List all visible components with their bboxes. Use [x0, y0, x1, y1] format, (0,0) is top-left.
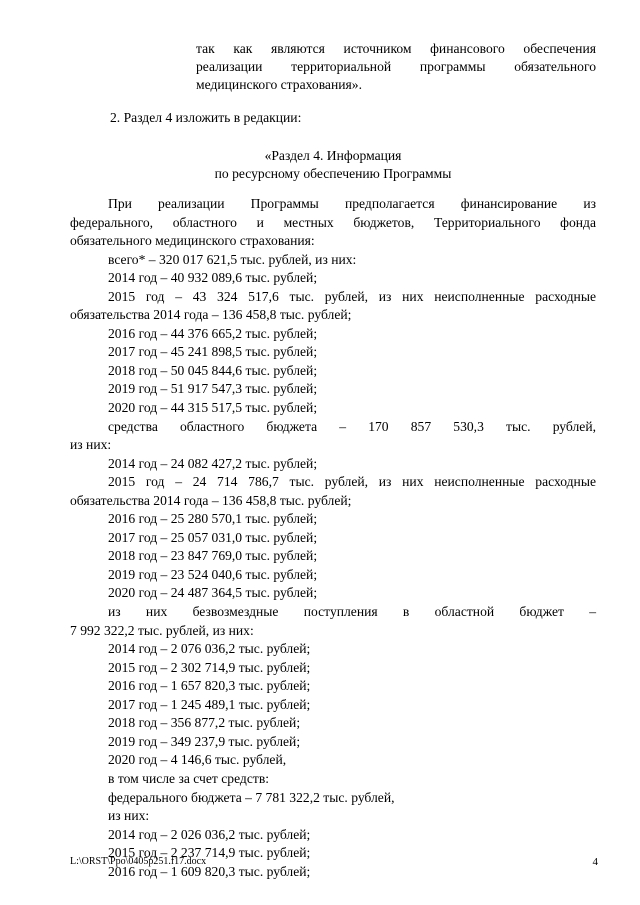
body-line: 2015 год – 43 324 517,6 тыс. рублей, из них неисполненные расходные: [108, 288, 596, 304]
body-line: из них безвозмездные поступления в областной бюджет –: [108, 604, 596, 620]
body-line: 7 992 322,2 тыс. рублей, из них:: [70, 622, 254, 638]
body-line: 2016 год – 1 609 820,3 тыс. рублей;: [108, 863, 311, 879]
footer-page-number: 4: [592, 856, 598, 868]
body-line: 2014 год – 2 076 036,2 тыс. рублей;: [108, 641, 311, 657]
body-line: обязательного медицинского страхования:: [70, 233, 315, 249]
quote-line-1: так как являются источником финансового обеспечения: [196, 41, 596, 56]
body-line: При реализации Программы предполагается финансирование из: [108, 196, 596, 211]
body-line: федерального, областного и местных бюджетов, Территориального фонда: [70, 214, 596, 230]
body-line: 2016 год – 1 657 820,3 тыс. рублей;: [108, 678, 311, 694]
body-line: из них:: [108, 808, 150, 824]
body-line: обязательства 2014 года – 136 458,8 тыс. рублей;: [70, 307, 352, 323]
body-line: 2014 год – 24 082 427,2 тыс. рублей;: [108, 455, 318, 471]
body-line: 2015 год – 2 302 714,9 тыс. рублей;: [108, 659, 311, 675]
body-line: 2019 год – 349 237,9 тыс. рублей;: [108, 733, 301, 749]
body-line: обязательства 2014 года – 136 458,8 тыс. рублей;: [70, 492, 352, 508]
section-heading: [70, 147, 596, 183]
quote-line-2: реализации территориальной программы обязательного: [196, 59, 596, 75]
body-line: 2017 год – 1 245 489,1 тыс. рублей;: [108, 696, 311, 712]
body-line: 2019 год – 51 917 547,3 тыс. рублей;: [108, 381, 318, 397]
body-line: 2019 год – 23 524 040,6 тыс. рублей;: [108, 566, 318, 582]
section-heading-line-2: по ресурсному обеспечению Программы: [214, 166, 452, 181]
quote-paragraph: [196, 40, 596, 95]
body-line: 2015 год – 24 714 786,7 тыс. рублей, из них неисполненные расходные: [108, 474, 596, 490]
body-line: 2020 год – 24 487 364,5 тыс. рублей;: [108, 585, 318, 601]
body-line: 2018 год – 23 847 769,0 тыс. рублей;: [108, 548, 318, 564]
body-line: федерального бюджета – 7 781 322,2 тыс. рублей,: [108, 789, 395, 805]
body-text: [70, 195, 596, 881]
body-line: из них:: [70, 437, 112, 453]
body-line: 2016 год – 25 280 570,1 тыс. рублей;: [108, 511, 318, 527]
body-line: 2016 год – 44 376 665,2 тыс. рублей;: [108, 325, 318, 341]
section-heading-line-1: «Раздел 4. Информация: [264, 148, 402, 163]
body-line: средства областного бюджета – 170 857 530,3 тыс. рублей,: [108, 418, 596, 434]
body-line: 2020 год – 4 146,6 тыс. рублей,: [108, 752, 287, 768]
quote-line-3: медицинского страхования».: [196, 77, 362, 93]
body-line: в том числе за счет средств:: [108, 770, 270, 786]
item-2-text: 2. Раздел 4 изложить в редакции:: [110, 110, 302, 125]
body-line: 2020 год – 44 315 517,5 тыс. рублей;: [108, 400, 318, 416]
body-line: 2017 год – 25 057 031,0 тыс. рублей;: [108, 529, 318, 545]
footer-file-path: L:\ORST\Ppo\0405p251.f17.docx: [70, 856, 207, 867]
body-line: 2018 год – 356 877,2 тыс. рублей;: [108, 715, 301, 731]
body-line: 2014 год – 2 026 036,2 тыс. рублей;: [108, 826, 311, 842]
body-line: 2017 год – 45 241 898,5 тыс. рублей;: [108, 344, 318, 360]
body-line: всего* – 320 017 621,5 тыс. рублей, из них:: [108, 251, 357, 267]
body-line: 2015 год – 2 237 714,9 тыс. рублей;: [108, 845, 311, 861]
body-line: 2014 год – 40 932 089,6 тыс. рублей;: [108, 270, 318, 286]
body-line: 2018 год – 50 045 844,6 тыс. рублей;: [108, 362, 318, 378]
